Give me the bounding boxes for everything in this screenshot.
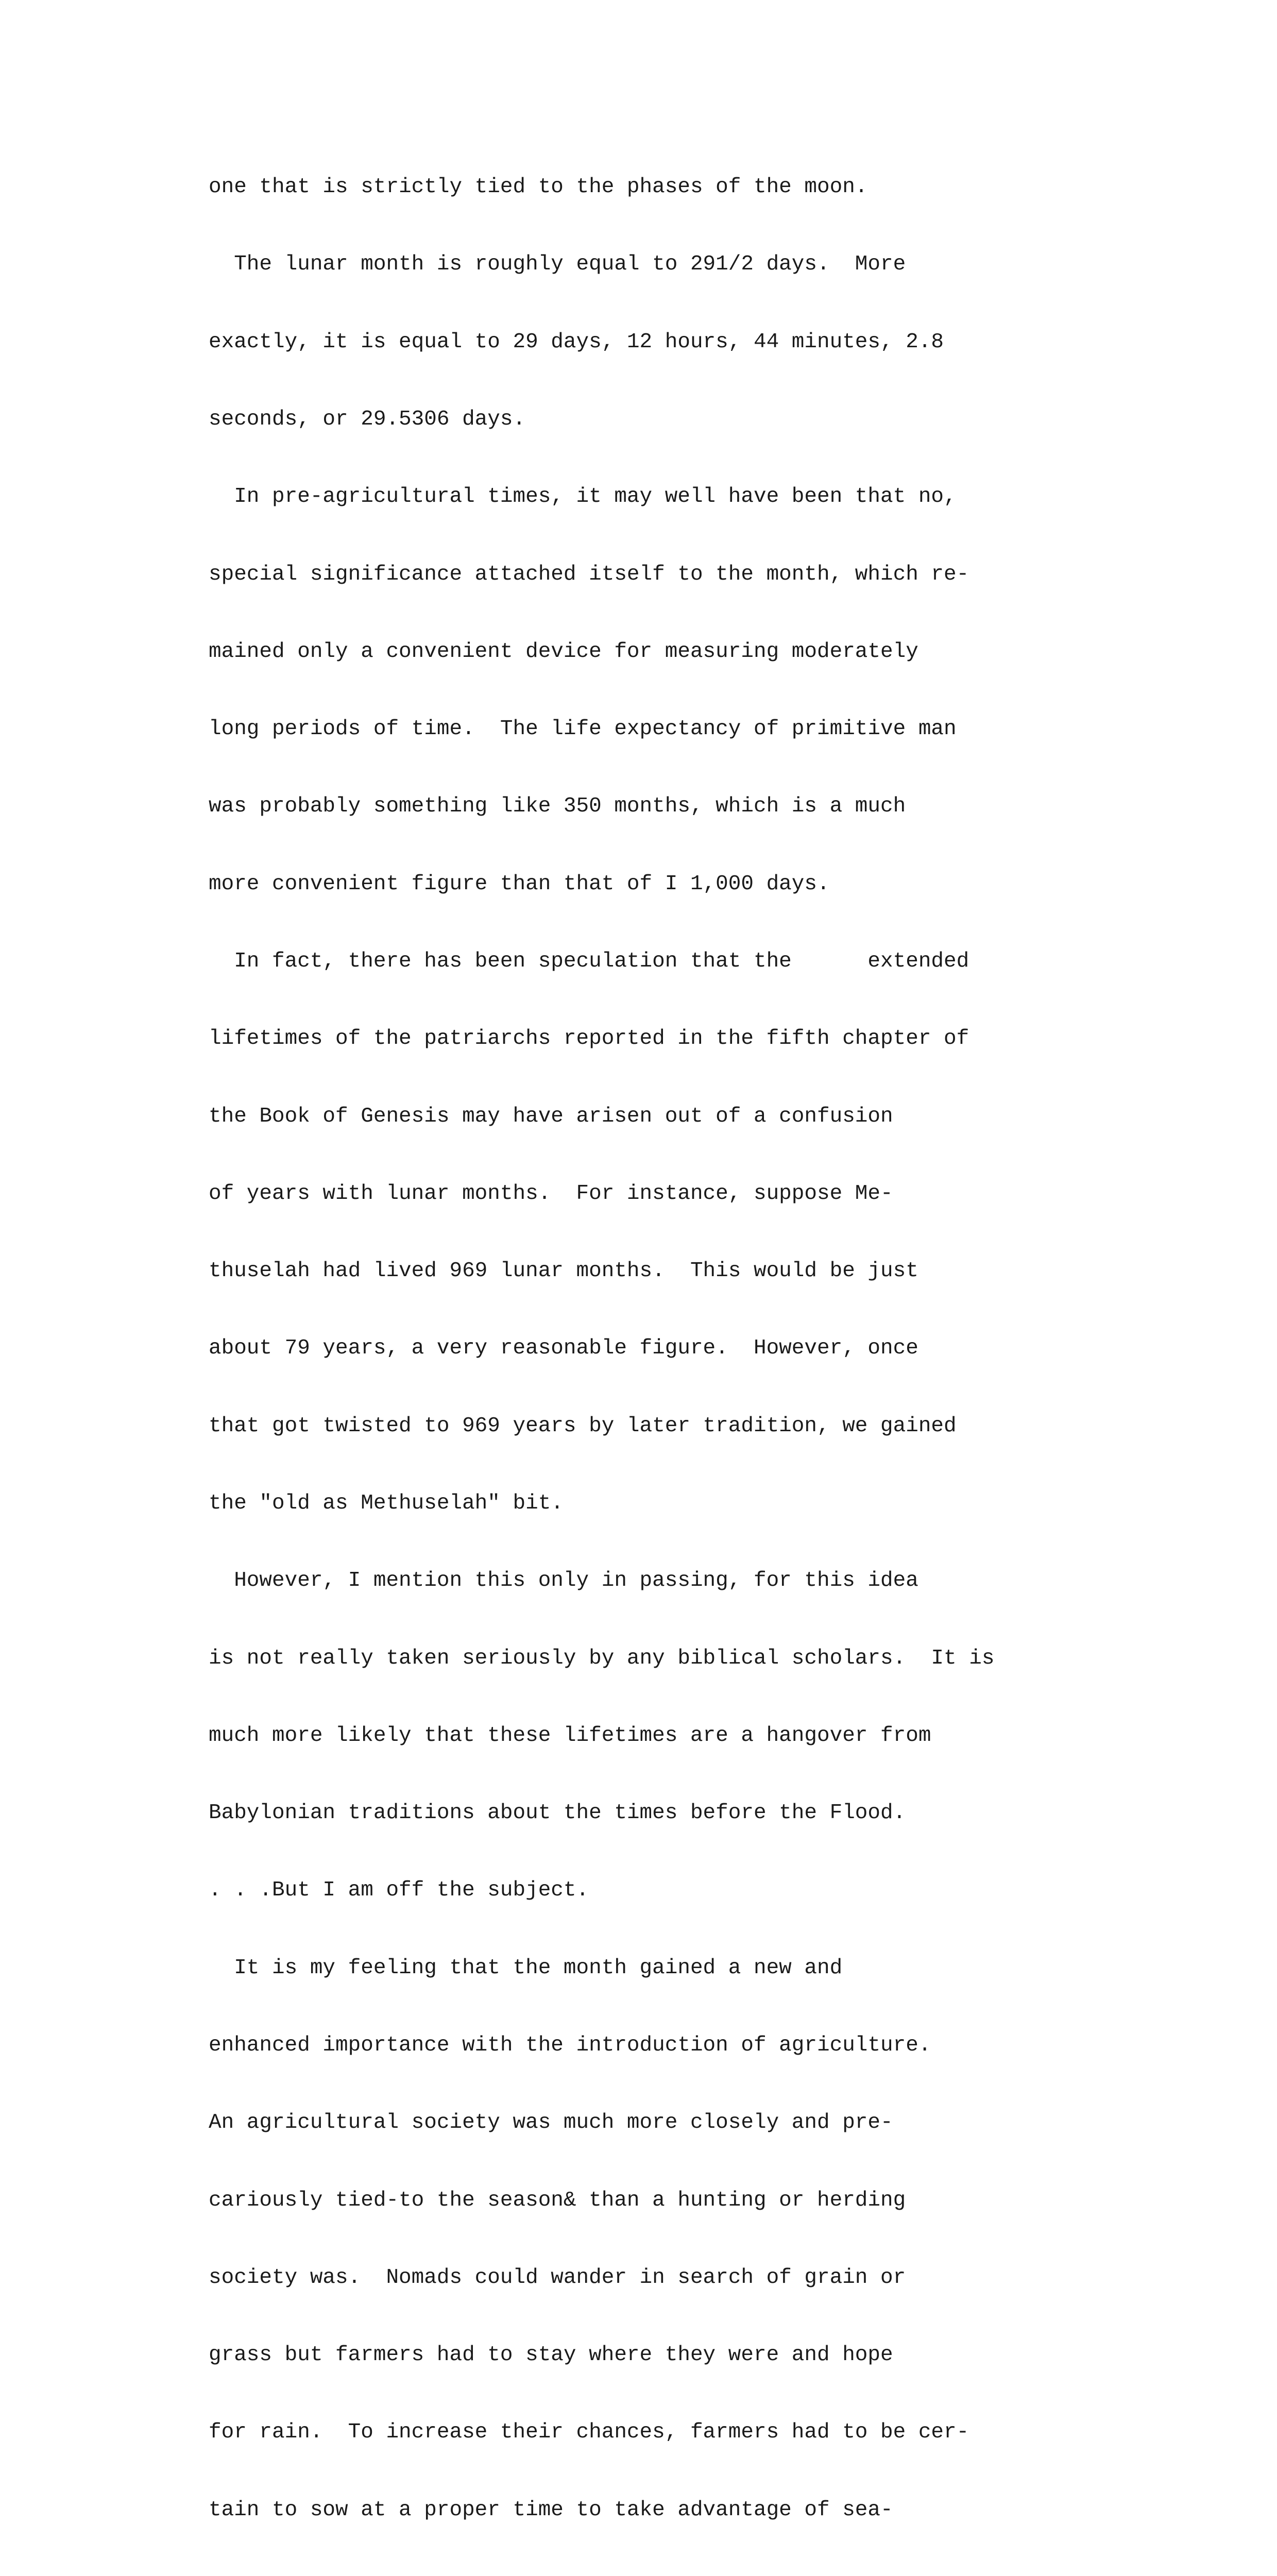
text-line: one that is strictly tied to the phases of the moon. [209,175,868,199]
text-line: lifetimes of the patriarchs reported in the fifth chapter of [209,1027,969,1051]
text-line [209,2574,1239,2576]
text-line: the "old as Methuselah" bit. [209,1491,564,1515]
text-line: much more likely that these lifetimes are a hangover from [209,1723,931,1748]
text-line: the Book of Genesis may have arisen out of a confusion [209,1104,893,1128]
text-line: for rain. To increase their chances, farmers had to be cer- [209,2420,969,2445]
text-line: enhanced importance with the introduction of agriculture. [209,2033,931,2057]
text-line: long periods of time. The life expectancy of primitive man [209,717,957,741]
text-line: special significance attached itself to the month, which re- [209,562,969,586]
text-line: seconds, or 29.5306 days. [209,408,526,432]
text-line: exactly, it is equal to 29 days, 12 hours, 44 minutes, 2.8 [209,330,944,354]
text-line: society was. Nomads could wander in search of grain or [209,2265,906,2290]
text-line: is not really taken seriously by any biblical scholars. It is [209,1646,995,1670]
text-line: The lunar month is roughly equal to 291/2 days. More [209,252,906,277]
text-line: cariously tied-to the season& than a hunting or herding [209,2188,906,2212]
text-line: that got twisted to 969 years by later tradition, we gained [209,1414,957,1438]
text-line: Babylonian traditions about the times before the Flood. [209,1801,906,1825]
text-line: In fact, there has been speculation that the extended [209,950,969,973]
text-line: mained only a convenient device for measuring moderately [209,639,918,664]
text-line: . . .But I am off the subject. [209,1878,589,1903]
body-text [209,123,1239,2576]
text-line: tain to sow at a proper time to take advantage of sea- [209,2498,893,2522]
text-line: grass but farmers had to stay where they were and hope [209,2343,893,2367]
text-line: more convenient figure than that of I 1,000 days. [209,872,830,896]
text-line: In pre-agricultural times, it may well have been that no, [209,485,957,509]
text-line: thuselah had lived 969 lunar months. This would be just [209,1259,918,1283]
text-line: was probably something like 350 months, which is a much [209,794,906,819]
text-line: It is my feeling that the month gained a new and [209,1956,843,1980]
text-line: about 79 years, a very reasonable figure. However, once [209,1336,918,1361]
text-line: However, I mention this only in passing, for this idea [209,1569,918,1593]
text-line: of years with lunar months. For instance, suppose Me- [209,1181,893,1206]
text-line: An agricultural society was much more closely and pre- [209,2111,893,2135]
